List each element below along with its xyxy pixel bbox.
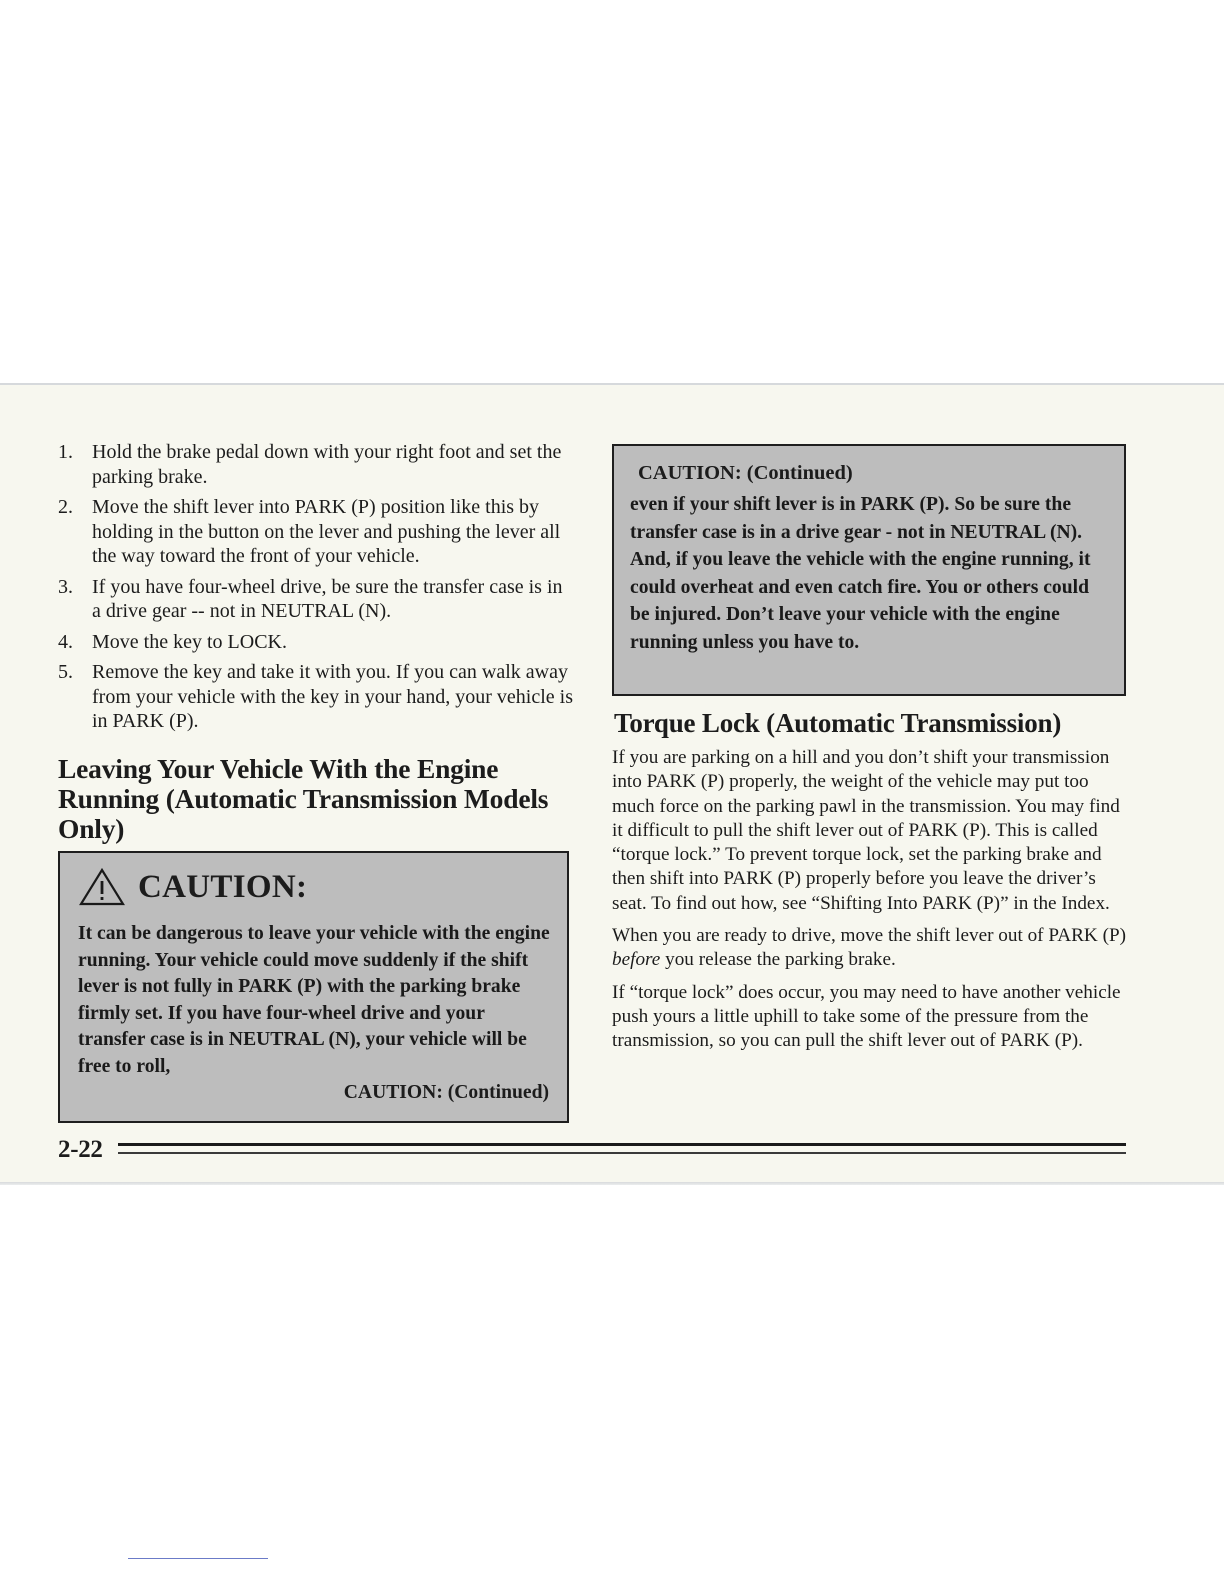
footer-rule <box>118 1143 1126 1146</box>
step-number: 4. <box>58 630 73 653</box>
step-text: Move the key to LOCK. <box>92 630 287 653</box>
step-text: Remove the key and take it with you. If you can walk away from your vehicle with the key in your hand, your vehicle is in PARK (P). <box>92 661 573 732</box>
caution-text: It can be dangerous to leave your vehicle with the engine running. Your vehicle could move suddenly if the shift lever is not fully in PARK (P) with the parking brake firmly set. If you have four-wheel drive and your transfer case is in NEUTRAL (N), your vehicle will be free to roll, <box>78 923 550 1077</box>
caution-header <box>78 867 551 907</box>
text-run: you release the parking brake. <box>660 949 896 971</box>
warning-triangle-icon <box>78 867 126 907</box>
emphasis: before <box>612 949 661 971</box>
right-column <box>612 444 1132 1062</box>
paragraph: If “torque lock” does occur, you may need to have another vehicle push yours a little uphill to take some of the pressure from the transmission, so you can pull the shift lever out of PARK (P). <box>612 981 1121 1052</box>
paragraph: If you are parking on a hill and you don’t shift your transmission into PARK (P) properly, the weight of the vehicle may put too much force on the parking pawl in the transmission. You may find it difficult to pull the shift lever out of PARK (P). This is called “torque lock.” To prevent torque lock, set the parking brake and then shift into PARK (P) properly before you leave the driver’s seat. To find out how, see “Shifting Into PARK (P)” in the Index. <box>612 747 1120 914</box>
footer-rule-thin <box>118 1152 1126 1154</box>
step-text: Hold the brake pedal down with your right foot and set the parking brake. <box>92 441 562 488</box>
step-number: 1. <box>58 441 73 463</box>
torque-lock-heading: Torque Lock (Automatic Transmission) <box>614 708 1062 738</box>
caution-continued-heading: CAUTION: (Continued) <box>638 462 853 484</box>
step-number: 5. <box>58 661 73 683</box>
left-column <box>58 440 573 844</box>
text-run: When you are ready to drive, move the shift lever out of PARK (P) <box>612 925 1127 947</box>
paragraph <box>612 924 1132 973</box>
page-number: 2-22 <box>58 1136 103 1163</box>
list-item <box>58 660 573 734</box>
step-number: 2. <box>58 496 73 518</box>
scan-top-edge <box>0 383 1224 385</box>
caution-continued-box <box>612 444 1126 696</box>
caution-continued-text: even if your shift lever is in PARK (P). So be sure the transfer case is in a drive gear - not in NEUTRAL (N). And, if you leave the vehicle with the engine running, it could overheat and even catch fire. You or others could be injured. Don’t leave your vehicle with the engine running unless you have to. <box>630 494 1091 653</box>
list-item <box>58 575 573 624</box>
steps-list <box>58 440 573 734</box>
step-text: If you have four-wheel drive, be sure the transfer case is in a drive gear -- not in NEUTRAL (N). <box>92 575 563 622</box>
step-text: Move the shift lever into PARK (P) position like this by holding in the button on the lever and pushing the lever all the way toward the front of your vehicle. <box>92 496 561 567</box>
list-item <box>58 495 573 569</box>
scan-bottom-edge <box>0 1182 1224 1185</box>
caution-continued-label: CAUTION: (Continued) <box>343 1082 549 1103</box>
list-item <box>58 440 573 489</box>
step-number: 3. <box>58 575 73 598</box>
list-item <box>58 630 573 655</box>
bottom-divider <box>128 1558 268 1559</box>
section-heading: Leaving Your Vehicle With the Engine Running (Automatic Transmission Models Only) <box>58 752 549 844</box>
caution-title: CAUTION: <box>138 868 308 905</box>
caution-box <box>58 851 569 1123</box>
